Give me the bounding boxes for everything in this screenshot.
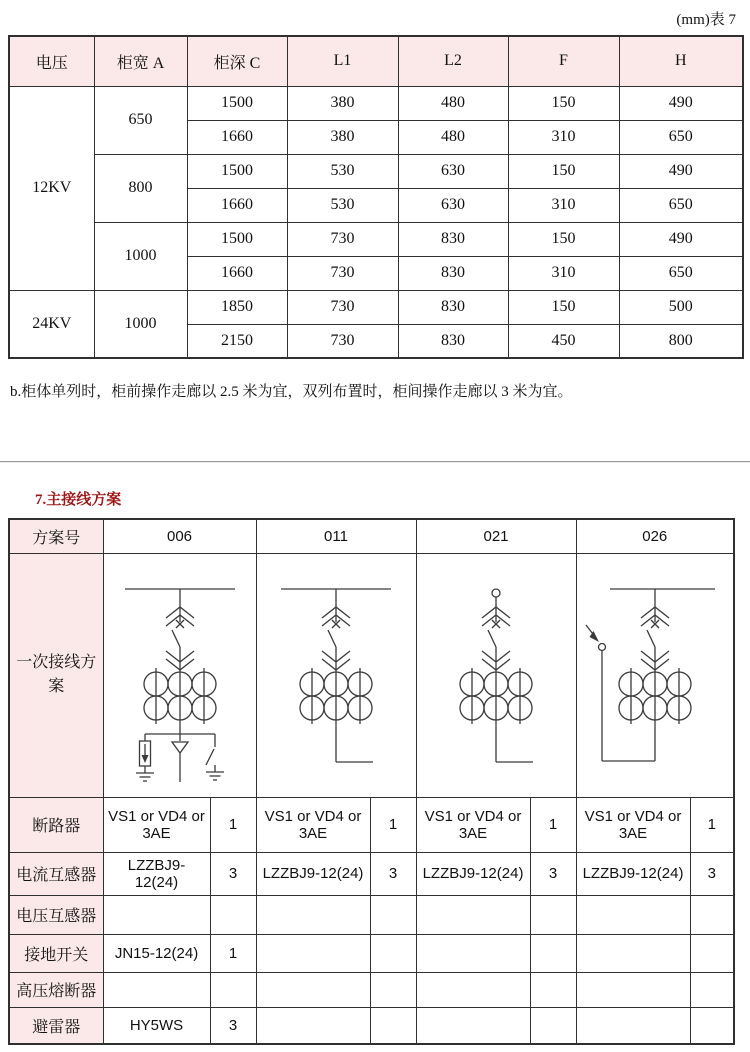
equipment-label: 断路器: [9, 797, 103, 852]
scheme-number-label: 方案号: [9, 519, 103, 553]
corridor-note: b.柜体单列时，柜前操作走廊以 2.5 米为宜，双列布置时，柜间操作走廊以 3 米为宜。: [10, 384, 573, 400]
section-divider: [0, 461, 750, 463]
header-voltage: 电压: [9, 36, 94, 86]
width-1000b-cell: 1000: [94, 290, 187, 358]
equipment-row-current-transformer: 电流互感器 LZZBJ9-12(24) 3 LZZBJ9-12(24) 3 LZZBJ9-12(24) 3 LZZBJ9-12(24) 3: [9, 852, 734, 895]
voltage-24kv-cell: 24KV: [9, 290, 94, 358]
section-heading: 7.主接线方案: [35, 492, 122, 508]
table-row: 800 1500 530 630 150 490: [9, 154, 743, 188]
scheme-011-wiring-diagram-icon: [261, 554, 411, 797]
scheme-026-header: 026: [576, 519, 734, 553]
header-width-a: 柜宽 A: [94, 36, 187, 86]
diagram-row: [9, 553, 734, 797]
equipment-label: 电压互感器: [9, 895, 103, 934]
equipment-label: 高压熔断器: [9, 972, 103, 1007]
unit-table-label: (mm)表 7: [676, 12, 736, 28]
scheme-006-wiring-diagram-icon: [105, 554, 255, 797]
scheme-026-diagram-cell: [576, 553, 734, 797]
table-row: 1660 380 480 310 650: [9, 120, 743, 154]
equipment-label: 避雷器: [9, 1007, 103, 1044]
scheme-006-diagram-cell: [103, 553, 256, 797]
scheme-header-row: [9, 519, 734, 553]
equipment-row-hv-fuse: [9, 972, 734, 1007]
table-row: 12KV 650 1500 380 480 150 490: [9, 86, 743, 120]
table-row: 1000 1500 730 830 150 490: [9, 222, 743, 256]
scheme-011-header: 011: [256, 519, 416, 553]
header-f: F: [508, 36, 619, 86]
width-800-cell: 800: [94, 154, 187, 222]
table-row: 24KV 1000 1850 730 830 150 500: [9, 290, 743, 324]
dimensions-table-header: [9, 36, 743, 86]
scheme-006-header: 006: [103, 519, 256, 553]
primary-wiring-label: 一次接线方案: [9, 553, 103, 797]
equipment-row-breaker: 断路器 VS1 or VD4 or 3AE 1 VS1 or VD4 or 3AE 1 VS1 or VD4 or 3AE 1 VS1 or VD4 or 3AE 1: [9, 797, 734, 852]
equipment-row-arrester: 避雷器 HY5WS 3: [9, 1007, 734, 1044]
header-l2: L2: [398, 36, 508, 86]
header-depth-c: 柜深 C: [187, 36, 287, 86]
width-1000-cell: 1000: [94, 222, 187, 290]
equipment-row-voltage-transformer: [9, 895, 734, 934]
scheme-021-wiring-diagram-icon: [421, 554, 571, 797]
dimensions-table: [8, 35, 744, 359]
wiring-scheme-table: [8, 518, 735, 1045]
scheme-026-wiring-diagram-icon: [580, 554, 730, 797]
scheme-021-diagram-cell: [416, 553, 576, 797]
scheme-011-diagram-cell: [256, 553, 416, 797]
table-row: 1660 530 630 310 650: [9, 188, 743, 222]
equipment-row-earthing-switch: 接地开关 JN15-12(24) 1: [9, 934, 734, 972]
header-h: H: [619, 36, 743, 86]
table-row: 1660 730 830 310 650: [9, 256, 743, 290]
equipment-label: 接地开关: [9, 934, 103, 972]
width-650-cell: 650: [94, 86, 187, 154]
voltage-12kv-cell: 12KV: [9, 86, 94, 290]
equipment-label: 电流互感器: [9, 852, 103, 895]
header-l1: L1: [287, 36, 398, 86]
table-row: 2150 730 830 450 800: [9, 324, 743, 358]
scheme-021-header: 021: [416, 519, 576, 553]
